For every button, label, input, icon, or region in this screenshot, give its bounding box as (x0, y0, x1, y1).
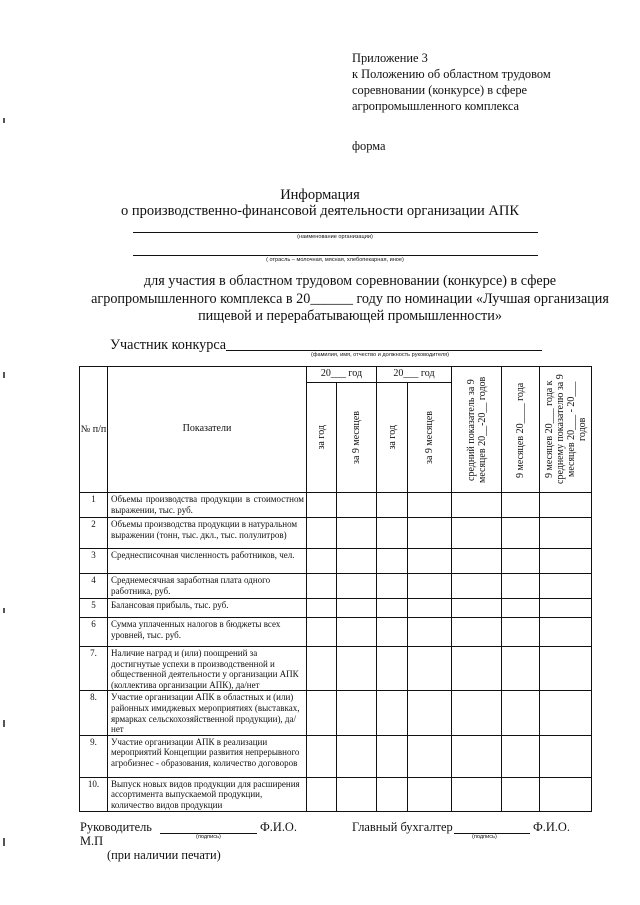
table-row (80, 691, 592, 735)
value-cell[interactable] (337, 691, 377, 735)
value-cell[interactable] (307, 735, 337, 777)
value-cell[interactable] (307, 518, 337, 549)
value-cell[interactable] (452, 735, 502, 777)
scan-mark (3, 720, 5, 727)
value-cell[interactable] (377, 777, 408, 811)
value-cell[interactable] (377, 599, 408, 618)
value-cell[interactable] (307, 599, 337, 618)
value-cell[interactable] (377, 574, 408, 599)
org-name-line (133, 232, 538, 233)
header-num (80, 367, 108, 493)
row-indicator: Выпуск новых видов продукции для расширения ассортимента выпускаемой продукции, количество видов продукции (108, 777, 307, 811)
industry-caption: ( отрасль – молочная, мясная, хлебопекарная, иное) (266, 257, 404, 263)
value-cell[interactable] (307, 493, 337, 518)
value-cell[interactable] (502, 574, 540, 599)
table-row (80, 618, 592, 647)
appendix-line: агропромышленного комплекса (352, 99, 520, 113)
head-fio: Ф.И.О. (260, 820, 297, 834)
document-title: Информация (280, 187, 360, 203)
value-cell[interactable] (337, 549, 377, 574)
row-number: 7. (80, 647, 108, 691)
purpose-text (60, 273, 640, 326)
header-for-9m-2 (408, 383, 452, 493)
row-indicator: Сумма уплаченных налогов в бюджеты всех уровней, тыс. руб. (108, 618, 307, 647)
value-cell[interactable] (307, 574, 337, 599)
value-cell[interactable] (307, 549, 337, 574)
table-row (80, 777, 592, 811)
value-cell[interactable] (377, 549, 408, 574)
scan-mark (3, 372, 5, 378)
value-cell[interactable] (337, 518, 377, 549)
form-label: форма (352, 139, 386, 153)
participant-caption: (фамилия, имя, отчество и должность руководителя) (311, 352, 449, 358)
document-subtitle: о производственно-финансовой деятельности организации АПК (120, 203, 520, 219)
row-number: 6 (80, 618, 108, 647)
participant-label: Участник конкурса (110, 337, 227, 353)
value-cell[interactable] (540, 518, 592, 549)
value-cell[interactable] (408, 574, 452, 599)
value-cell[interactable] (502, 777, 540, 811)
scan-mark (3, 118, 5, 123)
value-cell[interactable] (408, 691, 452, 735)
value-cell[interactable] (307, 647, 337, 691)
row-number: 1 (80, 493, 108, 518)
value-cell[interactable] (452, 493, 502, 518)
row-indicator: Балансовая прибыль, тыс. руб. (108, 599, 307, 618)
row-number: 4 (80, 574, 108, 599)
value-cell[interactable] (540, 777, 592, 811)
value-cell[interactable] (307, 618, 337, 647)
value-cell[interactable] (452, 618, 502, 647)
row-indicator: Объемы производства продукции в стоимостном выражении, тыс. руб. (108, 493, 307, 518)
appendix-line: к Положению об областном трудовом (352, 67, 551, 81)
value-cell[interactable] (540, 647, 592, 691)
header-indicators (108, 367, 307, 493)
value-cell[interactable] (452, 691, 502, 735)
value-cell[interactable] (452, 599, 502, 618)
value-cell[interactable] (502, 518, 540, 549)
value-cell[interactable] (337, 647, 377, 691)
value-cell[interactable] (377, 647, 408, 691)
indicators-table (79, 366, 592, 812)
value-cell[interactable] (452, 777, 502, 811)
row-indicator: Среднесписочная численность работников, чел. (108, 549, 307, 574)
header-nine-months (502, 367, 540, 493)
value-cell[interactable] (408, 777, 452, 811)
value-cell[interactable] (540, 618, 592, 647)
header-year-group-1: 20___ год (307, 367, 377, 383)
header-indicators-label: Показатели (182, 423, 232, 435)
value-cell[interactable] (502, 549, 540, 574)
value-cell[interactable] (337, 618, 377, 647)
value-cell[interactable] (408, 647, 452, 691)
value-cell[interactable] (307, 691, 337, 735)
header-for-9m-2-label: за 9 месяцев (424, 411, 435, 464)
table-row (80, 574, 592, 599)
appendix-line: соревновании (конкурсе) в сфере (352, 83, 528, 97)
header-num-label: № п/п (80, 424, 107, 435)
accountant-label: Главный бухгалтер (352, 820, 453, 834)
value-cell[interactable] (337, 735, 377, 777)
value-cell[interactable] (540, 549, 592, 574)
header-ratio (540, 367, 592, 493)
value-cell[interactable] (377, 493, 408, 518)
head-label: Руководитель (80, 820, 152, 834)
value-cell[interactable] (408, 618, 452, 647)
header-for-year-2 (377, 383, 408, 493)
value-cell[interactable] (540, 574, 592, 599)
row-number: 8. (80, 691, 108, 735)
table-row (80, 518, 592, 549)
value-cell[interactable] (377, 518, 408, 549)
stamp-note: (при наличии печати) (107, 848, 221, 862)
value-cell[interactable] (502, 647, 540, 691)
accountant-sign-caption: (подпись) (472, 834, 497, 840)
scan-mark (3, 608, 5, 613)
row-number: 3 (80, 549, 108, 574)
header-year-group-2: 20___ год (377, 367, 452, 383)
value-cell[interactable] (540, 493, 592, 518)
value-cell[interactable] (377, 691, 408, 735)
accountant-fio: Ф.И.О. (533, 820, 570, 834)
participant-line (226, 350, 542, 351)
org-name-caption: (наименование организации) (297, 234, 373, 240)
value-cell[interactable] (502, 599, 540, 618)
header-for-year-2-label: за год (386, 425, 398, 450)
table-row (80, 599, 592, 618)
header-ratio-label: 9 месяцев 20___ года к среднему показателю за 9 месяцев 20___ - 20___ годов (543, 374, 588, 485)
value-cell[interactable] (452, 647, 502, 691)
header-for-9m-1-label: за 9 месяцев (351, 411, 362, 464)
purpose-line: пищевой и перерабатывающей промышленности» (198, 308, 502, 324)
table-row (80, 735, 592, 777)
value-cell[interactable] (502, 493, 540, 518)
header-for-year-1 (307, 383, 337, 493)
value-cell[interactable] (540, 691, 592, 735)
header-for-year-1-label: за год (316, 425, 327, 450)
value-cell[interactable] (337, 599, 377, 618)
value-cell[interactable] (337, 493, 377, 518)
scan-mark (3, 838, 5, 846)
value-cell[interactable] (307, 777, 337, 811)
row-indicator: Наличие наград и (или) поощрений за достигнутые успехи в производственной и общественной деятельности у организации АПК (коллектива организации АПК), да/нет (108, 647, 307, 691)
appendix-block (352, 50, 551, 114)
value-cell[interactable] (452, 574, 502, 599)
row-number: 10. (80, 777, 108, 811)
row-indicator: Объемы производства продукции в натуральном выражении (тонн, тыс. дкл., тыс. полулитров) (108, 518, 307, 549)
value-cell[interactable] (502, 618, 540, 647)
head-sign-caption: (подпись) (196, 834, 221, 840)
value-cell[interactable] (408, 599, 452, 618)
value-cell[interactable] (502, 735, 540, 777)
value-cell[interactable] (540, 599, 592, 618)
stamp-label: М.П (80, 834, 104, 848)
header-nine-months-label: 9 месяцев 20____ года (515, 381, 526, 478)
value-cell[interactable] (502, 691, 540, 735)
value-cell[interactable] (337, 574, 377, 599)
header-for-9m-1 (337, 383, 377, 493)
table-row (80, 647, 592, 691)
appendix-line: Приложение 3 (352, 51, 428, 65)
header-average-label: средний показатель за 9 месяцев 20__-20__ годов (465, 376, 488, 483)
row-number: 2 (80, 518, 108, 549)
value-cell[interactable] (377, 735, 408, 777)
table-row (80, 549, 592, 574)
value-cell[interactable] (452, 518, 502, 549)
row-number: 5 (80, 599, 108, 618)
value-cell[interactable] (540, 735, 592, 777)
row-indicator: Участие организации АПК в областных и (или) районных имиджевых мероприятиях (выставках, ярмарках сельскохозяйственной продукции), да/нет (108, 691, 307, 735)
row-indicator: Среднемесячная заработная плата одного работника, руб. (108, 574, 307, 599)
industry-line (133, 255, 538, 256)
value-cell[interactable] (337, 777, 377, 811)
value-cell[interactable] (408, 518, 452, 549)
table-row (80, 493, 592, 518)
row-indicator: Участие организации АПК в реализации мероприятий Концепции развития непрерывного агробизнес - образования, количество договоров (108, 735, 307, 777)
purpose-line: для участия в областном трудовом соревновании (конкурсе) в сфере (143, 273, 557, 289)
value-cell[interactable] (408, 735, 452, 777)
header-average (452, 367, 502, 493)
purpose-line: агропромышленного комплекса в 20______ году по номинации «Лучшая организация (91, 290, 609, 307)
value-cell[interactable] (408, 549, 452, 574)
value-cell[interactable] (377, 618, 408, 647)
value-cell[interactable] (452, 549, 502, 574)
value-cell[interactable] (408, 493, 452, 518)
row-number: 9. (80, 735, 108, 777)
